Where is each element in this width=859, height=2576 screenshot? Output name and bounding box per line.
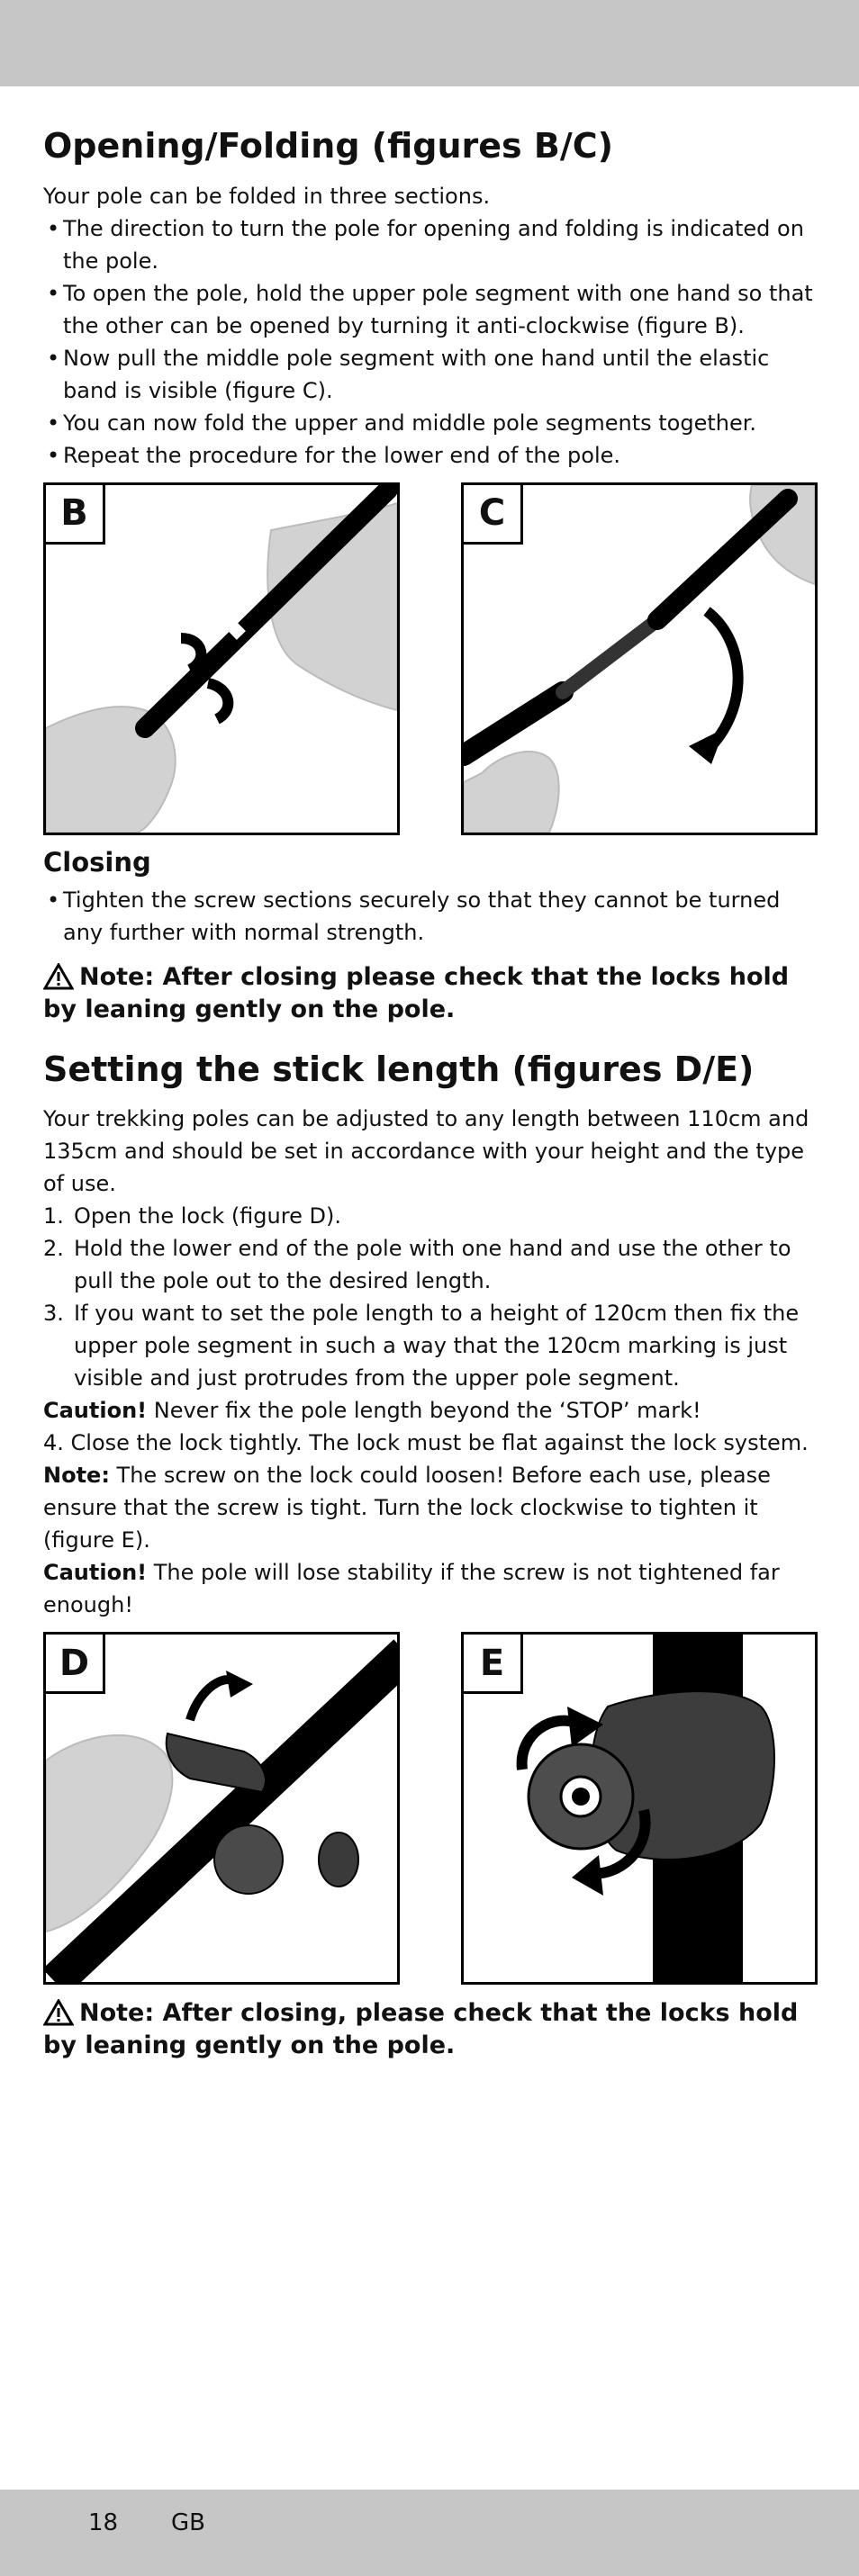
caution-text: Never fix the pole length beyond the ‘STOP’ mark! [147, 1398, 701, 1424]
figure-b [43, 482, 400, 835]
note-label: Note: [43, 1463, 110, 1489]
figure-label: D [46, 1635, 105, 1694]
warning-triangle-icon [43, 963, 74, 990]
list-item [43, 1297, 818, 1394]
list-item [43, 1232, 818, 1297]
step-number: 3. [43, 1301, 64, 1327]
figure-d [43, 1632, 400, 1985]
figure-c [461, 482, 818, 835]
list-item [43, 1200, 818, 1232]
note-text: Note: After closing, please check that the locks hold by leaning gently on the pole. [43, 1999, 799, 2060]
figure-e [461, 1632, 818, 1985]
list-item: • Now pull the middle pole segment with one hand until the elastic band is visible (figure C). [43, 342, 818, 407]
figure-label: B [46, 485, 105, 545]
page-number: 18 [88, 2509, 119, 2536]
step-text: If you want to set the pole length to a height of 120cm then fix the upper pole segment in such a way that the 120cm marking is just visible and just protrudes from the upper pole segment. [74, 1301, 800, 1392]
figure-row-b-c [43, 482, 818, 835]
note-text: The screw on the lock could loosen! Before each use, please ensure that the screw is tight. Turn the lock clockwise to tighten it (figure E). [43, 1463, 771, 1554]
final-note [43, 1997, 818, 2062]
header-band [0, 0, 859, 86]
section-heading-stick-length: Setting the stick length (figures D/E) [43, 1049, 755, 1089]
caution-paragraph-1 [43, 1394, 818, 1427]
warning-triangle-icon [43, 1999, 74, 2026]
opening-instructions-list [43, 212, 818, 472]
list-item: • To open the pole, hold the upper pole segment with one hand so that the other can be opened by turning it anti-clockwise (figure B). [43, 277, 818, 342]
step-text: Open the lock (figure D). [74, 1203, 341, 1229]
list-item: • The direction to turn the pole for opening and folding is indicated on the pole. [43, 212, 818, 277]
length-intro-text: Your trekking poles can be adjusted to any length between 110cm and 135cm and should be set in accordance with your height and the type of use. [43, 1106, 809, 1197]
figure-label: E [464, 1635, 523, 1694]
list-item: • Repeat the procedure for the lower end of the pole. [43, 439, 818, 472]
length-steps-list [43, 1200, 818, 1394]
figure-row-d-e [43, 1632, 818, 1985]
closing-note [43, 961, 818, 1026]
step-text: Hold the lower end of the pole with one hand and use the other to pull the pole out to the desired length. [74, 1236, 791, 1294]
step-number: 2. [43, 1236, 64, 1262]
section-heading-opening-folding: Opening/Folding (figures B/C) [43, 126, 613, 166]
figure-label: C [464, 485, 523, 545]
caution-paragraph-2 [43, 1556, 818, 1621]
step-number: 1. [43, 1203, 64, 1229]
language-code: GB [171, 2509, 205, 2536]
list-item: • You can now fold the upper and middle pole segments together. [43, 407, 818, 439]
closing-heading: Closing [43, 846, 151, 878]
caution-text: The pole will lose stability if the screw is not tightened far enough! [43, 1560, 780, 1618]
caution-label: Caution! [43, 1560, 148, 1586]
closing-instructions-list [43, 884, 818, 949]
list-item: • Tighten the screw sections securely so that they cannot be turned any further with normal strength. [43, 884, 818, 949]
intro-text: Your pole can be folded in three sections. [43, 183, 491, 209]
step-4-text: 4. Close the lock tightly. The lock must be flat against the lock system. [43, 1430, 809, 1456]
note-text: Note: After closing please check that the locks hold by leaning gently on the pole. [43, 962, 790, 1023]
footer-band [0, 2490, 859, 2576]
note-paragraph [43, 1459, 818, 1556]
caution-label: Caution! [43, 1398, 148, 1424]
manual-page-content [43, 126, 818, 2062]
